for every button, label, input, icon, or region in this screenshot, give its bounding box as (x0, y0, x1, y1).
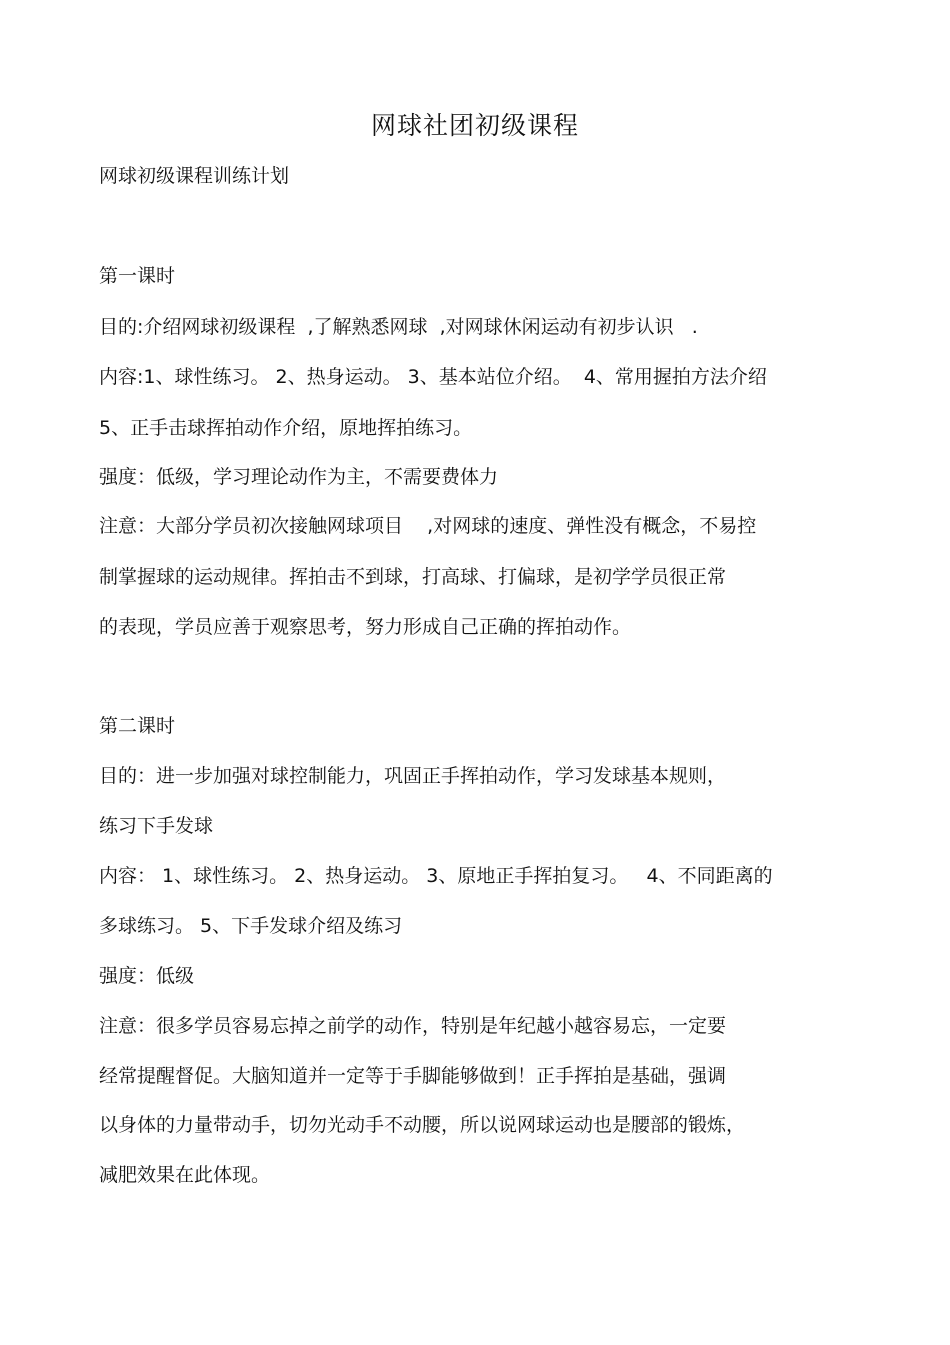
lesson2-content: 内容： 1、球性练习。 2、热身运动。 3、原地正手挥拍复习。 4、不同距离的 (99, 865, 773, 887)
lesson1-heading: 第一课时 (99, 265, 176, 287)
lesson2-purpose-cont: 练习下手发球 (99, 815, 214, 837)
lesson1-content: 内容:1、球性练习。 2、热身运动。 3、基本站位介绍。 4、常用握拍方法介绍 (99, 366, 767, 388)
lesson1-purpose: 目的:介绍网球初级课程 ,了解熟悉网球 ,对网球休闲运动有初步认识 . (99, 316, 698, 338)
lesson1-note-cont: 制掌握球的运动规律。挥拍击不到球，打高球、打偏球，是初学学员很正常 (99, 566, 727, 588)
lesson2-note: 注意：很多学员容易忘掉之前学的动作，特别是年纪越小越容易忘，一定要 (99, 1015, 727, 1037)
lesson1-note: 注意：大部分学员初次接触网球项目 ,对网球的速度、弹性没有概念，不易控 (99, 515, 757, 537)
lesson2-note-cont: 以身体的力量带动手，切勿光动手不动腰，所以说网球运动也是腰部的锻炼， (99, 1114, 746, 1136)
lesson1-intensity: 强度：低级，学习理论动作为主，不需要费体力 (99, 466, 499, 488)
document-subtitle: 网球初级课程训练计划 (99, 165, 290, 187)
lesson2-note-cont: 减肥效果在此体现。 (99, 1164, 271, 1186)
lesson2-purpose: 目的：进一步加强对球控制能力，巩固正手挥拍动作，学习发球基本规则， (99, 765, 727, 787)
lesson2-note-cont: 经常提醒督促。大脑知道并一定等于手脚能够做到！正手挥拍是基础，强调 (99, 1065, 727, 1087)
lesson2-intensity: 强度：低级 (99, 965, 195, 987)
lesson1-note-cont: 的表现，学员应善于观察思考，努力形成自己正确的挥拍动作。 (99, 616, 632, 638)
lesson2-content-cont: 多球练习。 5、下手发球介绍及练习 (99, 915, 403, 937)
document-title: 网球社团初级课程 (370, 111, 579, 140)
lesson1-content-cont: 5、正手击球挥拍动作介绍，原地挥拍练习。 (99, 417, 473, 439)
lesson2-heading: 第二课时 (99, 715, 176, 737)
